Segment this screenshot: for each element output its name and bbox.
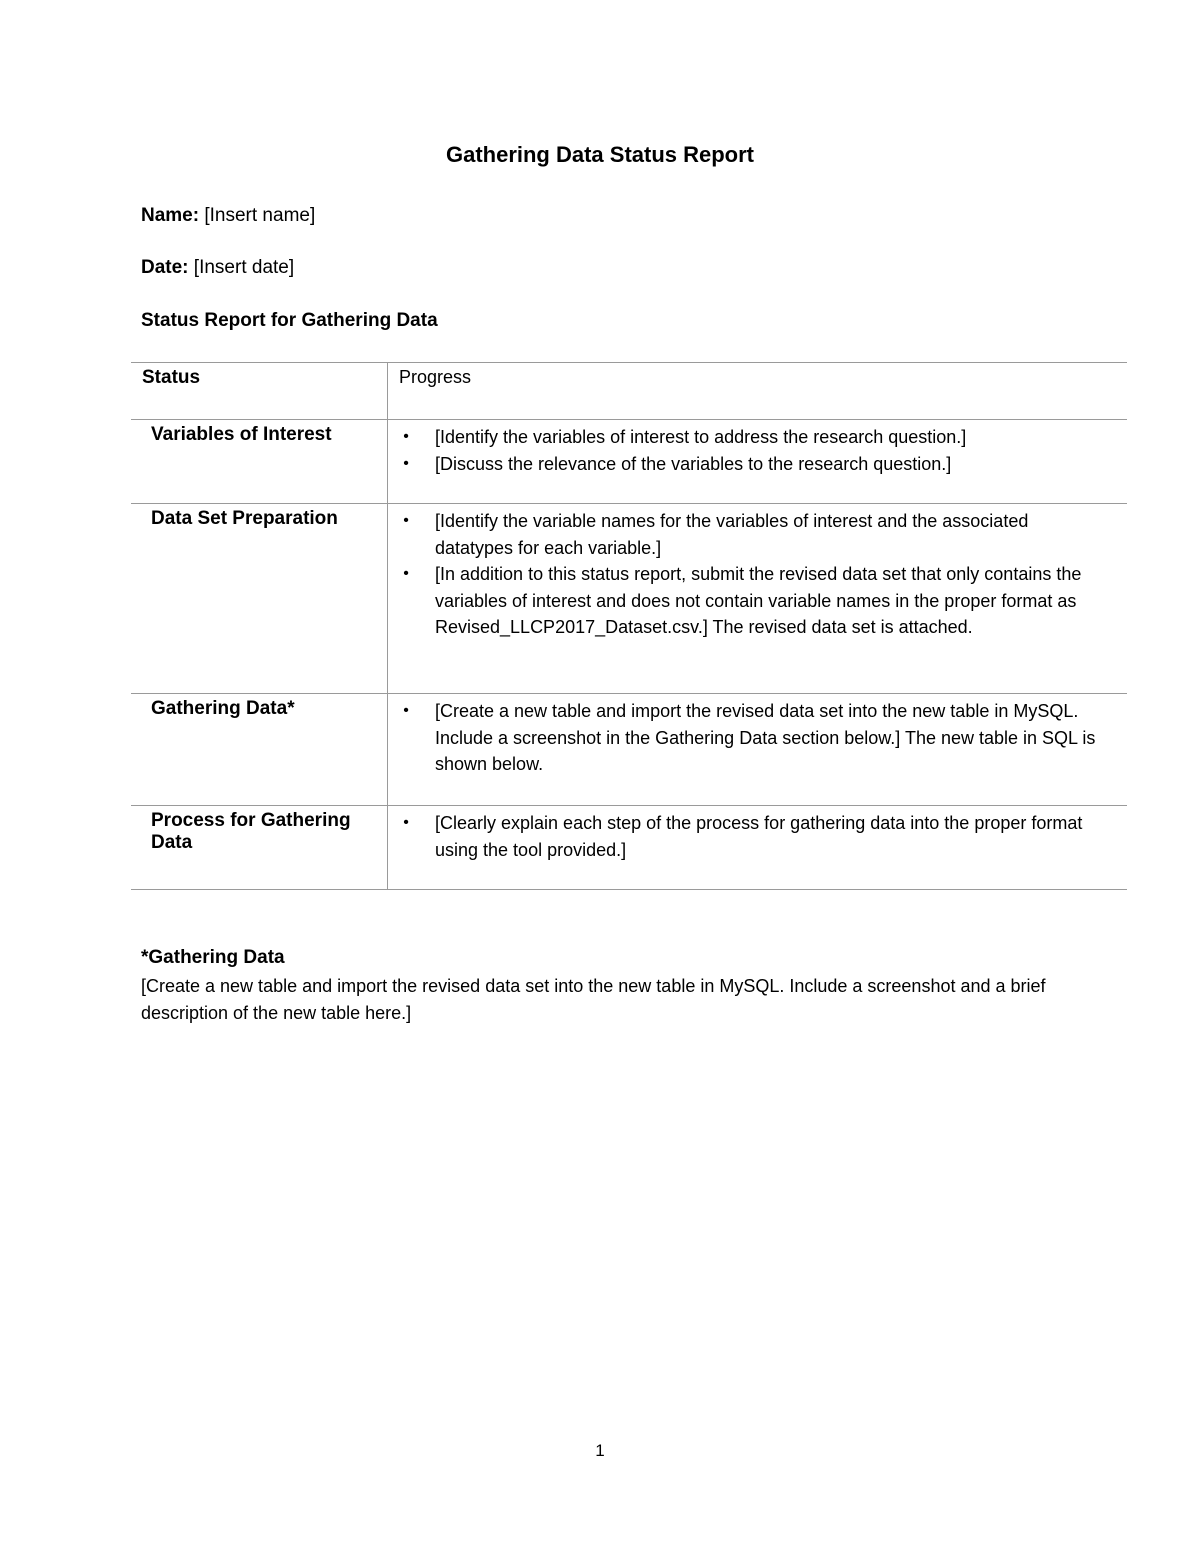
footnote-heading: *Gathering Data bbox=[141, 947, 285, 968]
status-label: Gathering Data* bbox=[151, 698, 295, 719]
bullet-icon: • bbox=[403, 454, 409, 472]
progress-cell bbox=[388, 806, 1128, 890]
list-item-text: [Clearly explain each step of the process for gathering data into the proper format using the tool provided.] bbox=[435, 813, 1083, 860]
table-row bbox=[131, 806, 1127, 890]
list-item-text: [Identify the variable names for the variables of interest and the associated datatypes for each variable.] bbox=[435, 511, 1029, 558]
page-title: Gathering Data Status Report bbox=[445, 142, 755, 167]
header-progress-cell bbox=[388, 363, 1128, 420]
bullet-icon: • bbox=[403, 565, 409, 582]
list-item bbox=[399, 508, 1107, 561]
section-heading: Status Report for Gathering Data bbox=[141, 310, 438, 331]
bullet-icon: • bbox=[403, 702, 409, 719]
status-cell bbox=[131, 504, 388, 694]
date-field bbox=[141, 257, 294, 279]
status-cell bbox=[131, 420, 388, 504]
bullet-icon: • bbox=[403, 428, 409, 445]
status-table bbox=[131, 362, 1127, 890]
progress-cell bbox=[388, 420, 1128, 504]
name-field bbox=[141, 205, 315, 227]
status-cell bbox=[131, 694, 388, 806]
name-label: Name: bbox=[141, 205, 200, 226]
progress-cell bbox=[388, 694, 1128, 806]
table-row bbox=[131, 694, 1127, 806]
footnote-body: [Create a new table and import the revised data set into the new table in MySQL. Include a screenshot and a brief description of the new table here.] bbox=[141, 976, 1046, 1023]
list-item-text: [Discuss the relevance of the variables to the research question.] bbox=[435, 453, 952, 474]
status-label: Process for Gathering Data bbox=[151, 810, 351, 853]
list-item bbox=[399, 424, 1107, 451]
table-header-row bbox=[131, 363, 1127, 420]
list-item bbox=[399, 810, 1107, 863]
list-item bbox=[399, 698, 1107, 778]
progress-list bbox=[399, 698, 1107, 778]
list-item bbox=[399, 451, 1107, 478]
table-row bbox=[131, 504, 1127, 694]
header-progress: Progress bbox=[399, 367, 472, 387]
bullet-icon: • bbox=[403, 512, 409, 529]
page-number: 1 bbox=[595, 1441, 605, 1460]
list-item-text: [In addition to this status report, submit the revised data set that only contains the variables of interest and does not contain variable names in the proper format as Revised_LLCP2017_Dataset.csv.] The revised data set is attached. bbox=[435, 564, 1082, 637]
progress-cell bbox=[388, 504, 1128, 694]
header-status-cell bbox=[131, 363, 388, 420]
status-cell bbox=[131, 806, 388, 890]
table-row bbox=[131, 420, 1127, 504]
list-item-text: [Identify the variables of interest to address the research question.] bbox=[435, 427, 967, 447]
progress-list bbox=[399, 810, 1107, 863]
bullet-icon: • bbox=[403, 814, 409, 831]
status-label: Data Set Preparation bbox=[151, 508, 338, 529]
header-status: Status bbox=[142, 367, 201, 388]
date-label: Date: bbox=[141, 257, 189, 278]
list-item-text: [Create a new table and import the revised data set into the new table in MySQL. Include a screenshot in the Gathering Data section below.] The new table in SQL is shown below. bbox=[435, 701, 1096, 774]
list-item bbox=[399, 561, 1107, 641]
date-value: [Insert date] bbox=[193, 257, 295, 278]
progress-list bbox=[399, 508, 1107, 641]
name-value: [Insert name] bbox=[204, 205, 316, 226]
status-label: Variables of Interest bbox=[151, 424, 332, 445]
progress-list bbox=[399, 424, 1107, 477]
